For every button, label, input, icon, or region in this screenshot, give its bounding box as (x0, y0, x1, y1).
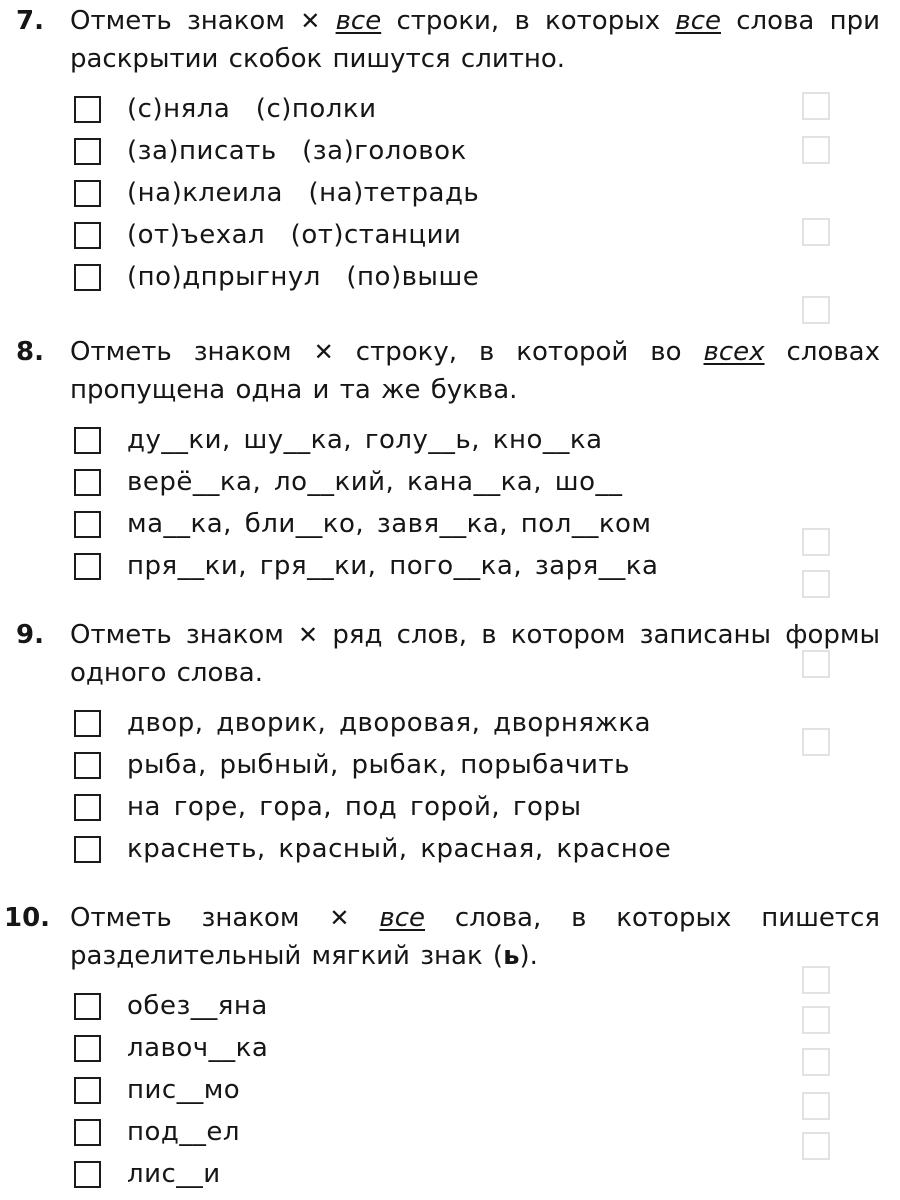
answer-option[interactable] (74, 545, 900, 587)
answer-option[interactable] (74, 256, 900, 298)
task-8-number: 8. (16, 337, 44, 367)
answer-option[interactable] (74, 985, 900, 1027)
option-text: (от)ъехал (от)станции (127, 220, 462, 250)
option-text: двор, дворик, дворовая, дворняжка (127, 708, 652, 738)
answer-option[interactable] (74, 1111, 900, 1153)
answer-option[interactable] (74, 172, 900, 214)
option-text: (за)писать (за)головок (127, 136, 467, 166)
checkbox[interactable] (74, 553, 101, 580)
option-text: пря__ки, гря__ки, пого__ка, заря__ка (127, 551, 659, 581)
checkbox[interactable] (74, 752, 101, 779)
option-text: ма__ка, бли__ко, завя__ка, пол__ком (127, 509, 652, 539)
checkbox[interactable] (74, 180, 101, 207)
option-text: ду__ки, шу__ка, голу__ь, кно__ка (127, 425, 603, 455)
task-8-options (74, 419, 900, 587)
task-7-options (74, 88, 900, 298)
checkbox[interactable] (74, 794, 101, 821)
answer-option[interactable] (74, 214, 900, 256)
task-9-prompt: 9. Отметь знаком ✕ ряд слов, в котором записаны формы одного слова. (70, 616, 880, 692)
answer-option[interactable] (74, 88, 900, 130)
task-9 (0, 616, 900, 870)
checkbox[interactable] (74, 138, 101, 165)
task-7-number: 7. (16, 6, 44, 36)
checkbox[interactable] (74, 1077, 101, 1104)
checkbox[interactable] (74, 222, 101, 249)
answer-option[interactable] (74, 744, 900, 786)
checkbox[interactable] (74, 1161, 101, 1188)
task-8 (0, 333, 900, 587)
checkbox[interactable] (74, 469, 101, 496)
answer-option[interactable] (74, 1027, 900, 1069)
option-text: (по)дпрыгнул (по)выше (127, 262, 480, 292)
checkbox[interactable] (74, 1119, 101, 1146)
task-9-number: 9. (16, 620, 44, 650)
task-10 (0, 899, 900, 1195)
option-text: (с)няла (с)полки (127, 94, 377, 124)
answer-option[interactable] (74, 130, 900, 172)
option-text: (на)клеила (на)тетрадь (127, 178, 480, 208)
option-text: краснеть, красный, красная, красное (127, 834, 672, 864)
task-10-options (74, 985, 900, 1195)
answer-option[interactable] (74, 503, 900, 545)
option-text: верё__ка, ло__кий, кана__ка, шо__ (127, 467, 623, 497)
checkbox[interactable] (74, 710, 101, 737)
answer-option[interactable] (74, 1069, 900, 1111)
answer-option[interactable] (74, 828, 900, 870)
checkbox[interactable] (74, 1035, 101, 1062)
option-text: рыба, рыбный, рыбак, порыбачить (127, 750, 630, 780)
answer-option[interactable] (74, 702, 900, 744)
checkbox[interactable] (74, 427, 101, 454)
option-text: лавоч__ка (127, 1033, 269, 1063)
task-7-prompt: 7. Отметь знаком ✕ все строки, в которых все слова при раскрытии скобок пишутся слитно. (70, 2, 880, 78)
task-9-options (74, 702, 900, 870)
task-8-prompt: 8. Отметь знаком ✕ строку, в которой во всех словах пропущена одна и та же буква. (70, 333, 880, 409)
x-mark-icon: ✕ (313, 338, 334, 366)
x-mark-icon: ✕ (298, 621, 319, 649)
task-7 (0, 2, 900, 298)
task-10-prompt: 10. Отметь знаком ✕ все слова, в которых пишется разделительный мягкий знак (ь). (70, 899, 880, 975)
option-text: под__ел (127, 1117, 240, 1147)
checkbox[interactable] (74, 836, 101, 863)
x-mark-icon: ✕ (300, 7, 321, 35)
checkbox[interactable] (74, 511, 101, 538)
option-text: лис__и (127, 1159, 221, 1189)
checkbox[interactable] (74, 993, 101, 1020)
option-text: на горе, гора, под горой, горы (127, 792, 582, 822)
checkbox[interactable] (74, 264, 101, 291)
answer-option[interactable] (74, 1153, 900, 1195)
answer-option[interactable] (74, 786, 900, 828)
checkbox[interactable] (74, 96, 101, 123)
option-text: обез__яна (127, 991, 268, 1021)
x-mark-icon: ✕ (329, 904, 350, 932)
answer-option[interactable] (74, 461, 900, 503)
answer-option[interactable] (74, 419, 900, 461)
option-text: пис__мо (127, 1075, 241, 1105)
task-10-number: 10. (4, 903, 51, 933)
